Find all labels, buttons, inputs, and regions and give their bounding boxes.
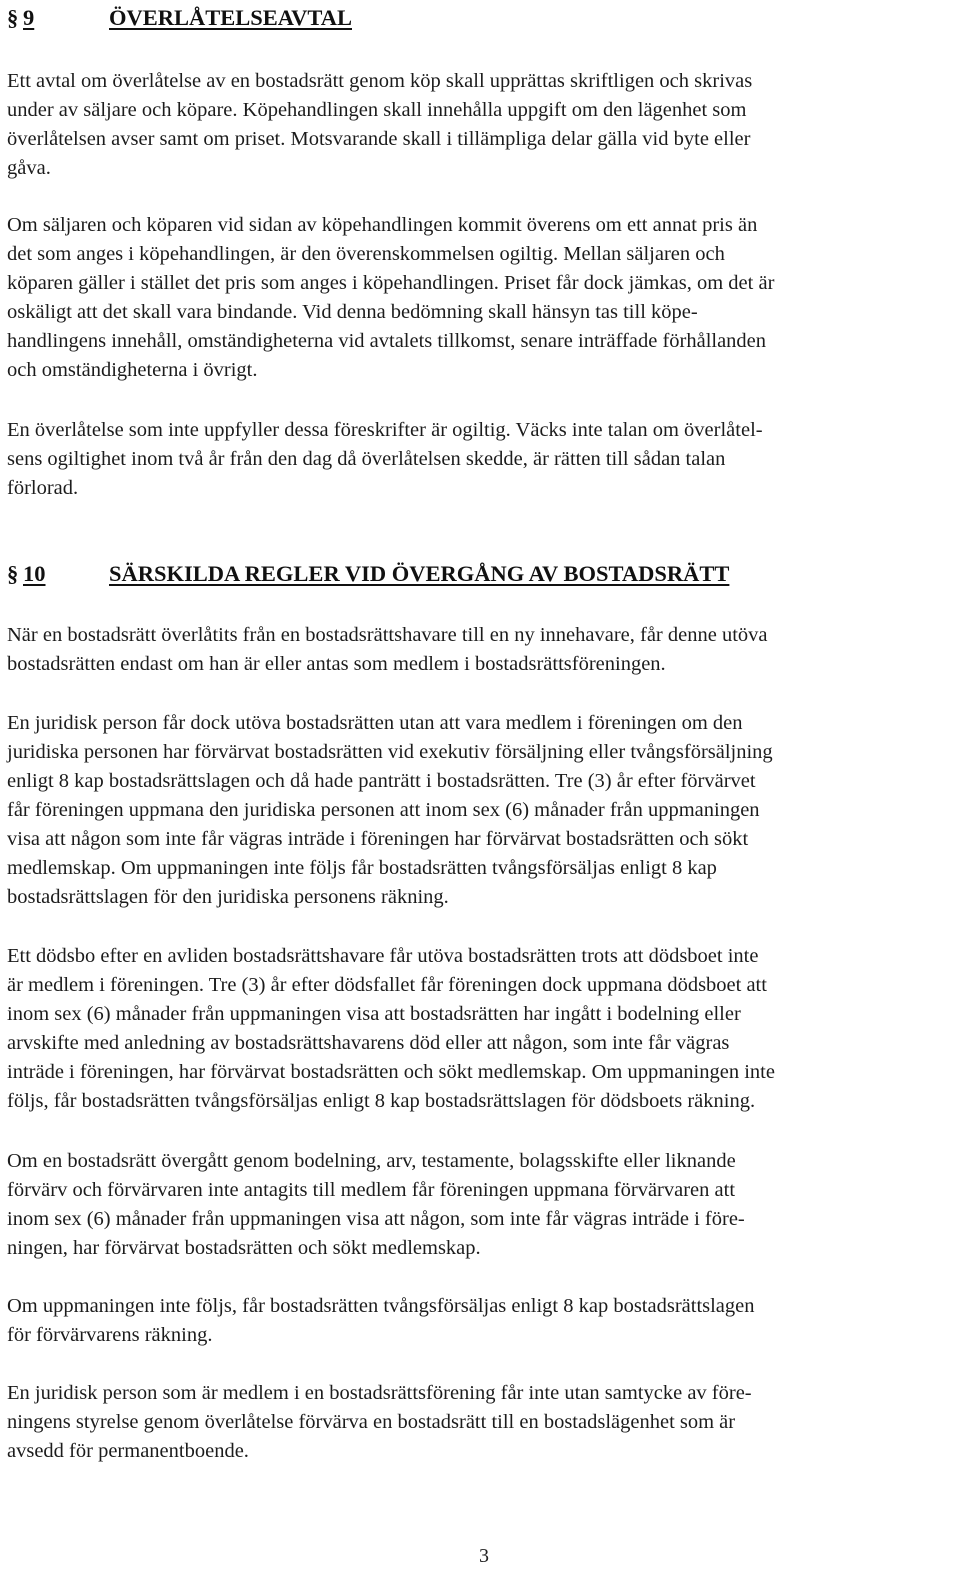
section-10-paragraph-1: [7, 621, 953, 679]
text-line: köparen gäller i stället det pris som anges i köpehandlingen. Priset får dock jämkas, om det är: [7, 272, 775, 294]
section-10-paragraph-5: [7, 1292, 953, 1350]
text-line: handlingens innehåll, omständigheterna vid avtalets tillkomst, senare inträffade förhållanden: [7, 330, 767, 352]
section-symbol: §: [7, 561, 19, 586]
text-line: överlåtelsen avser samt om priset. Motsvarande skall i tillämpliga delar gälla vid byte eller: [7, 128, 751, 150]
text-line: inom sex (6) månader från uppmaningen visa att någon, som inte får vägras inträde i före-: [7, 1208, 745, 1230]
text-line: Om en bostadsrätt övergått genom bodelning, arv, testamente, bolagsskifte eller liknande: [7, 1150, 736, 1172]
text-line: gåva.: [7, 157, 51, 179]
text-line: En överlåtelse som inte uppfyller dessa föreskrifter är ogiltig. Väcks inte talan om överlåtel-: [7, 419, 763, 441]
section-9-paragraph-3: [7, 416, 953, 503]
text-line: bostadsrättslagen för den juridiska personens räkning.: [7, 886, 449, 908]
section-10-paragraph-6: [7, 1379, 953, 1466]
page-number: 3: [479, 1545, 489, 1567]
section-10-paragraph-2: [7, 709, 953, 912]
text-line: avsedd för permanentboende.: [7, 1440, 249, 1462]
text-line: En juridisk person får dock utöva bostadsrätten utan att vara medlem i föreningen om den: [7, 712, 743, 734]
text-line: får föreningen uppmana den juridiska personen att inom sex (6) månader från uppmaningen: [7, 799, 760, 821]
text-line: sens ogiltighet inom två år från den dag då överlåtelsen skedde, är rätten till sådan talan: [7, 448, 726, 470]
text-line: förlorad.: [7, 477, 79, 499]
section-9-paragraph-2: [7, 211, 953, 385]
section-10-paragraph-3: [7, 942, 953, 1116]
section-number: 10: [23, 561, 46, 586]
section-title: ÖVERLÅTELSEAVTAL: [109, 5, 352, 30]
text-line: medlemskap. Om uppmaningen inte följs får bostadsrätten tvångsförsäljas enligt 8 kap: [7, 857, 717, 879]
text-line: Ett dödsbo efter en avliden bostadsrättshavare får utöva bostadsrätten trots att dödsboet inte: [7, 945, 759, 967]
text-line: förvärv och förvärvaren inte antagits till medlem får föreningen uppmana förvärvaren att: [7, 1179, 736, 1201]
text-line: inträde i föreningen, har förvärvat bostadsrätten och sökt medlemskap. Om uppmaningen inte: [7, 1061, 775, 1083]
text-line: juridiska personen har förvärvat bostadsrätten vid exekutiv försäljning eller tvångsförsäljning: [7, 741, 773, 763]
text-line: arvskifte med anledning av bostadsrättshavarens död eller att någon, som inte får vägras: [7, 1032, 730, 1054]
text-line: Om säljaren och köparen vid sidan av köpehandlingen kommit överens om ett annat pris än: [7, 214, 758, 236]
section-10-paragraph-4: [7, 1147, 953, 1263]
text-line: bostadsrätten endast om han är eller antas som medlem i bostadsrättsföreningen.: [7, 653, 666, 675]
text-line: visa att någon som inte får vägras inträde i föreningen har förvärvat bostadsrätten och sökt: [7, 828, 749, 850]
text-line: är medlem i föreningen. Tre (3) år efter dödsfallet får föreningen dock uppmana dödsboet att: [7, 974, 767, 996]
text-line: det som anges i köpehandlingen, är den överenskommelsen ogiltig. Mellan säljaren och: [7, 243, 725, 265]
section-symbol: §: [7, 5, 19, 30]
text-line: ningen, har förvärvat bostadsrätten och sökt medlemskap.: [7, 1237, 481, 1259]
text-line: oskäligt att det skall vara bindande. Vid denna bedömning skall hänsyn tas till köpe-: [7, 301, 698, 323]
text-line: för förvärvarens räkning.: [7, 1324, 213, 1346]
text-line: inom sex (6) månader från uppmaningen visa att bostadsrätten har ingått i bodelning eller: [7, 1003, 741, 1025]
section-title: SÄRSKILDA REGLER VID ÖVERGÅNG AV BOSTADSRÄTT: [109, 561, 730, 586]
text-line: Om uppmaningen inte följs, får bostadsrätten tvångsförsäljas enligt 8 kap bostadsrättslagen: [7, 1295, 755, 1317]
text-line: och omständigheterna i övrigt.: [7, 359, 258, 381]
section-number: 9: [23, 5, 35, 30]
text-line: under av säljare och köpare. Köpehandlingen skall innehålla uppgift om den lägenhet som: [7, 99, 747, 121]
text-line: följs, får bostadsrätten tvångsförsäljas enligt 8 kap bostadsrättslagen för dödsboets räkning.: [7, 1090, 756, 1112]
text-line: När en bostadsrätt överlåtits från en bostadsrättshavare till en ny innehavare, får denne utöva: [7, 624, 768, 646]
text-line: enligt 8 kap bostadsrättslagen och då hade panträtt i bostadsrätten. Tre (3) år efter förvärvet: [7, 770, 756, 792]
text-line: En juridisk person som är medlem i en bostadsrättsförening får inte utan samtycke av före-: [7, 1382, 752, 1404]
section-9-paragraph-1: [7, 67, 953, 183]
text-line: Ett avtal om överlåtelse av en bostadsrätt genom köp skall upprättas skriftligen och skrivas: [7, 70, 753, 92]
text-line: ningens styrelse genom överlåtelse förvärva en bostadsrätt till en bostadslägenhet som är: [7, 1411, 736, 1433]
